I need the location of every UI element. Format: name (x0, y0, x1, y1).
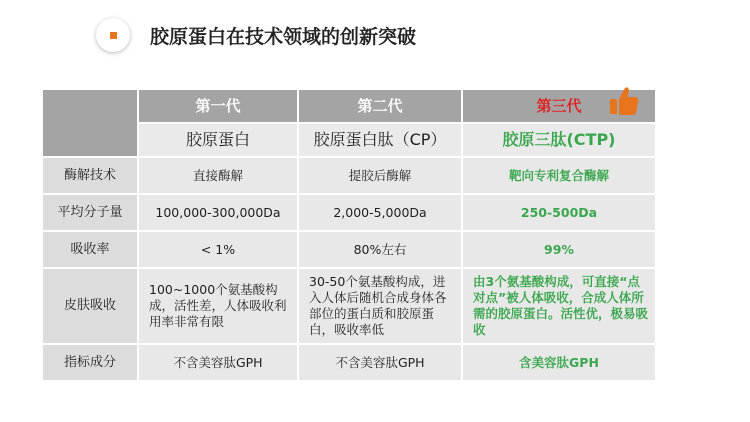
row-label: 皮肤吸收 (42, 268, 138, 344)
gen-1-header: 第一代 (138, 89, 298, 123)
product-2: 胶原蛋白肽（CP） (298, 123, 462, 157)
table-cell: 直接酶解 (138, 157, 298, 194)
row-label: 酶解技术 (42, 157, 138, 194)
table-row (42, 231, 656, 268)
product-3: 胶原三肽(CTP) (462, 123, 656, 157)
row-label: 吸收率 (42, 231, 138, 268)
comparison-table (41, 88, 657, 382)
table-row (42, 157, 656, 194)
table-corner (42, 89, 138, 157)
table-cell: 不含美容肽GPH (298, 344, 462, 381)
table-cell: 250-500Da (462, 194, 656, 231)
gen-3-header-label: 第三代 (536, 97, 582, 115)
table-cell: 由3个氨基酸构成，可直接“点对点”被人体吸收，合成人体所需的胶原蛋白。活性优，极易吸收 (462, 268, 656, 344)
generation-header-row (42, 89, 656, 123)
table-row (42, 268, 656, 344)
table-cell: 99% (462, 231, 656, 268)
table-cell: 30-50个氨基酸构成，进入人体后随机合成身体各部位的蛋白质和胶原蛋白，吸收率低 (298, 268, 462, 344)
table-cell: 2,000-5,000Da (298, 194, 462, 231)
table-cell: 80%左右 (298, 231, 462, 268)
table-cell: 靶向专利复合酶解 (462, 157, 656, 194)
title-marker-icon (96, 18, 130, 52)
page-title: 胶原蛋白在技术领域的创新突破 (150, 26, 417, 48)
table-cell: 含美容肽GPH (462, 344, 656, 381)
table-cell: 提胶后酶解 (298, 157, 462, 194)
table-cell: < 1% (138, 231, 298, 268)
row-label: 平均分子量 (42, 194, 138, 231)
table-row (42, 344, 656, 381)
table-cell: 100~1000个氨基酸构成，活性差，人体吸收利用率非常有限 (138, 268, 298, 344)
table-cell: 100,000-300,000Da (138, 194, 298, 231)
table-row (42, 194, 656, 231)
gen-3-header (462, 89, 656, 123)
product-1: 胶原蛋白 (138, 123, 298, 157)
table-cell: 不含美容肽GPH (138, 344, 298, 381)
thumbs-up-icon (607, 84, 641, 118)
row-label: 指标成分 (42, 344, 138, 381)
gen-2-header: 第二代 (298, 89, 462, 123)
